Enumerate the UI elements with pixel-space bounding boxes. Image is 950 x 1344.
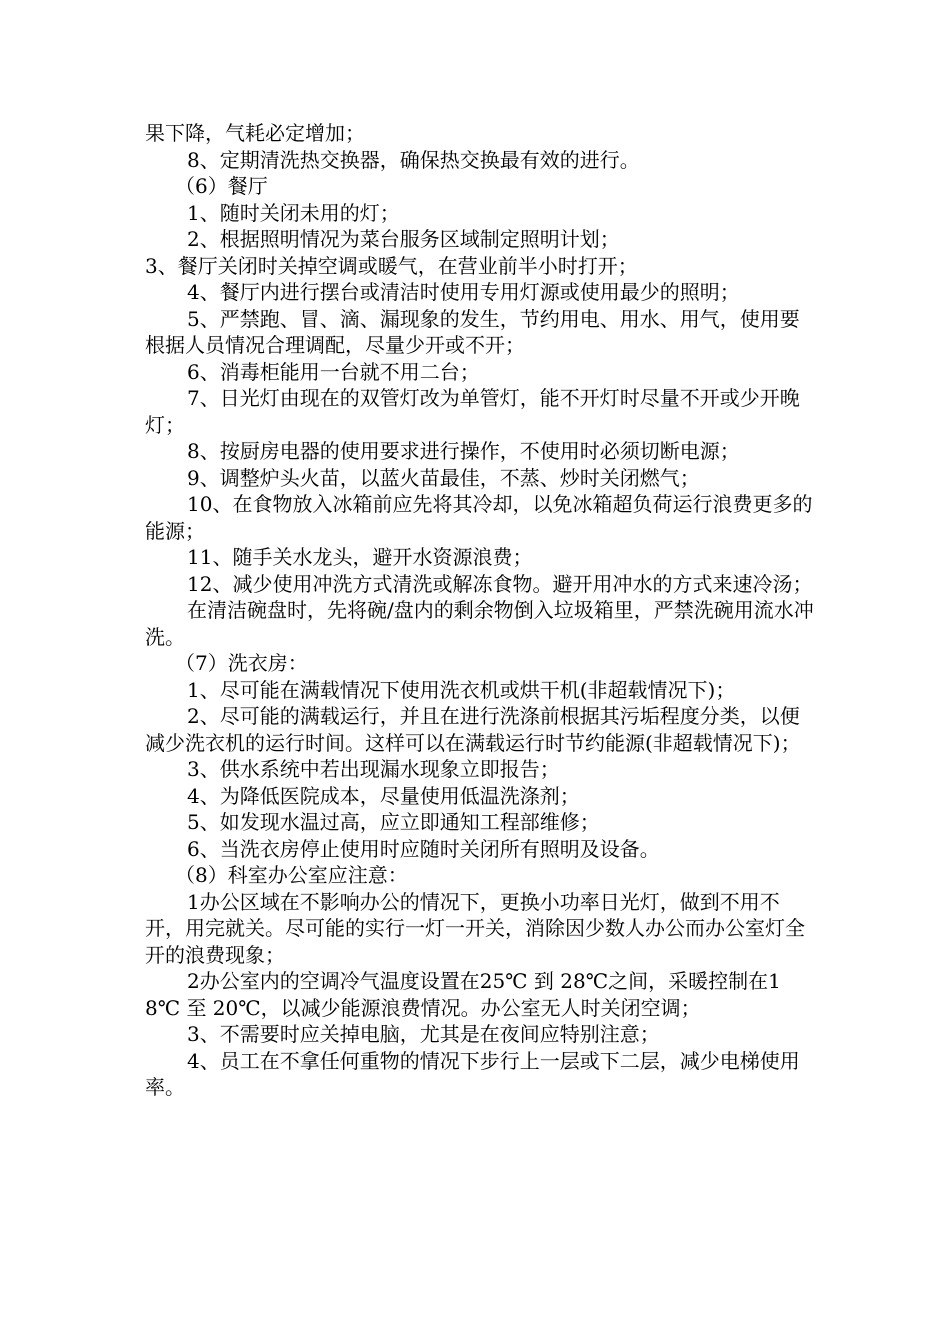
paragraph: 5、如发现水温过高，应立即通知工程部维修；	[187, 810, 600, 834]
paragraph: 7、日光灯由现在的双管灯改为单管灯，能不开灯时尽量不开或少开晚灯；	[145, 386, 800, 437]
paragraph: 4、员工在不拿任何重物的情况下步行上一层或下二层，减少电梯使用率。	[145, 1048, 800, 1099]
paragraph: 6、当洗衣房停止使用时应随时关闭所有照明及设备。	[187, 836, 660, 861]
paragraph: 2、根据照明情况为菜台服务区域制定照明计划；	[187, 227, 620, 251]
paragraph: 2、尽可能的满载运行，并且在进行洗涤前根据其污垢程度分类，以便减少洗衣机的运行时间。这样可以在满载运行时节约能源(非超载情况下)；	[145, 704, 801, 755]
paragraph: 5、严禁跑、冒、滴、漏现象的发生，节约用电、用水、用气，使用要根据人员情况合理调配，尽量少开或不开；	[145, 306, 800, 357]
paragraph: 1、随时关闭未用的灯；	[187, 200, 400, 225]
section-heading-restaurant: （6）餐厅	[175, 174, 268, 198]
paragraph: 3、餐厅关闭时关掉空调或暖气，在营业前半小时打开；	[145, 253, 638, 278]
paragraph: 12、减少使用冲洗方式清洗或解冻食物。避开用冲水的方式来速冷汤；	[187, 571, 813, 596]
paragraph: 3、不需要时应关掉电脑，尤其是在夜间应特别注意；	[187, 1022, 660, 1046]
paragraph: 11、随手关水龙头，避开水资源浪费；	[187, 545, 533, 569]
paragraph: 1办公区域在不影响办公的情况下，更换小功率日光灯，做到不用不开，用完就关。尽可能的实行一灯一开关，消除因少数人办公而办公室灯全开的浪费现象；	[145, 889, 805, 967]
paragraph: 1、尽可能在满载情况下使用洗衣机或烘干机(非超载情况下)；	[187, 677, 736, 702]
document-body	[145, 120, 815, 1101]
paragraph: 4、为降低医院成本，尽量使用低温洗涤剂；	[187, 783, 580, 808]
section-heading-laundry: （7）洗衣房：	[175, 651, 308, 675]
paragraph: 3、供水系统中若出现漏水现象立即报告；	[187, 757, 560, 781]
paragraph: 8、按厨房电器的使用要求进行操作，不使用时必须切断电源；	[187, 439, 740, 463]
paragraph: 6、消毒柜能用一台就不用二台；	[187, 359, 480, 384]
paragraph: 4、餐厅内进行摆台或清洁时使用专用灯源或使用最少的照明；	[187, 280, 740, 304]
paragraph: 10、在食物放入冰箱前应先将其冷却，以免冰箱超负荷运行浪费更多的能源；	[145, 492, 813, 543]
paragraph: 9、调整炉头火苗，以蓝火苗最佳，不蒸、炒时关闭燃气；	[187, 465, 700, 490]
section-heading-office: （8）科室办公室应注意：	[175, 863, 408, 887]
paragraph: 2办公室内的空调冷气温度设置在25℃ 到 28℃之间，采暖控制在18℃ 至 20℃，以减少能源浪费情况。办公室无人时关闭空调；	[145, 969, 781, 1020]
paragraph: 8、定期清洗热交换器，确保热交换最有效的进行。	[187, 147, 640, 172]
paragraph: 果下降，气耗必定增加；	[145, 121, 365, 145]
paragraph: 在清洁碗盘时，先将碗/盘内的剩余物倒入垃圾箱里，严禁洗碗用流水冲洗。	[145, 598, 814, 649]
